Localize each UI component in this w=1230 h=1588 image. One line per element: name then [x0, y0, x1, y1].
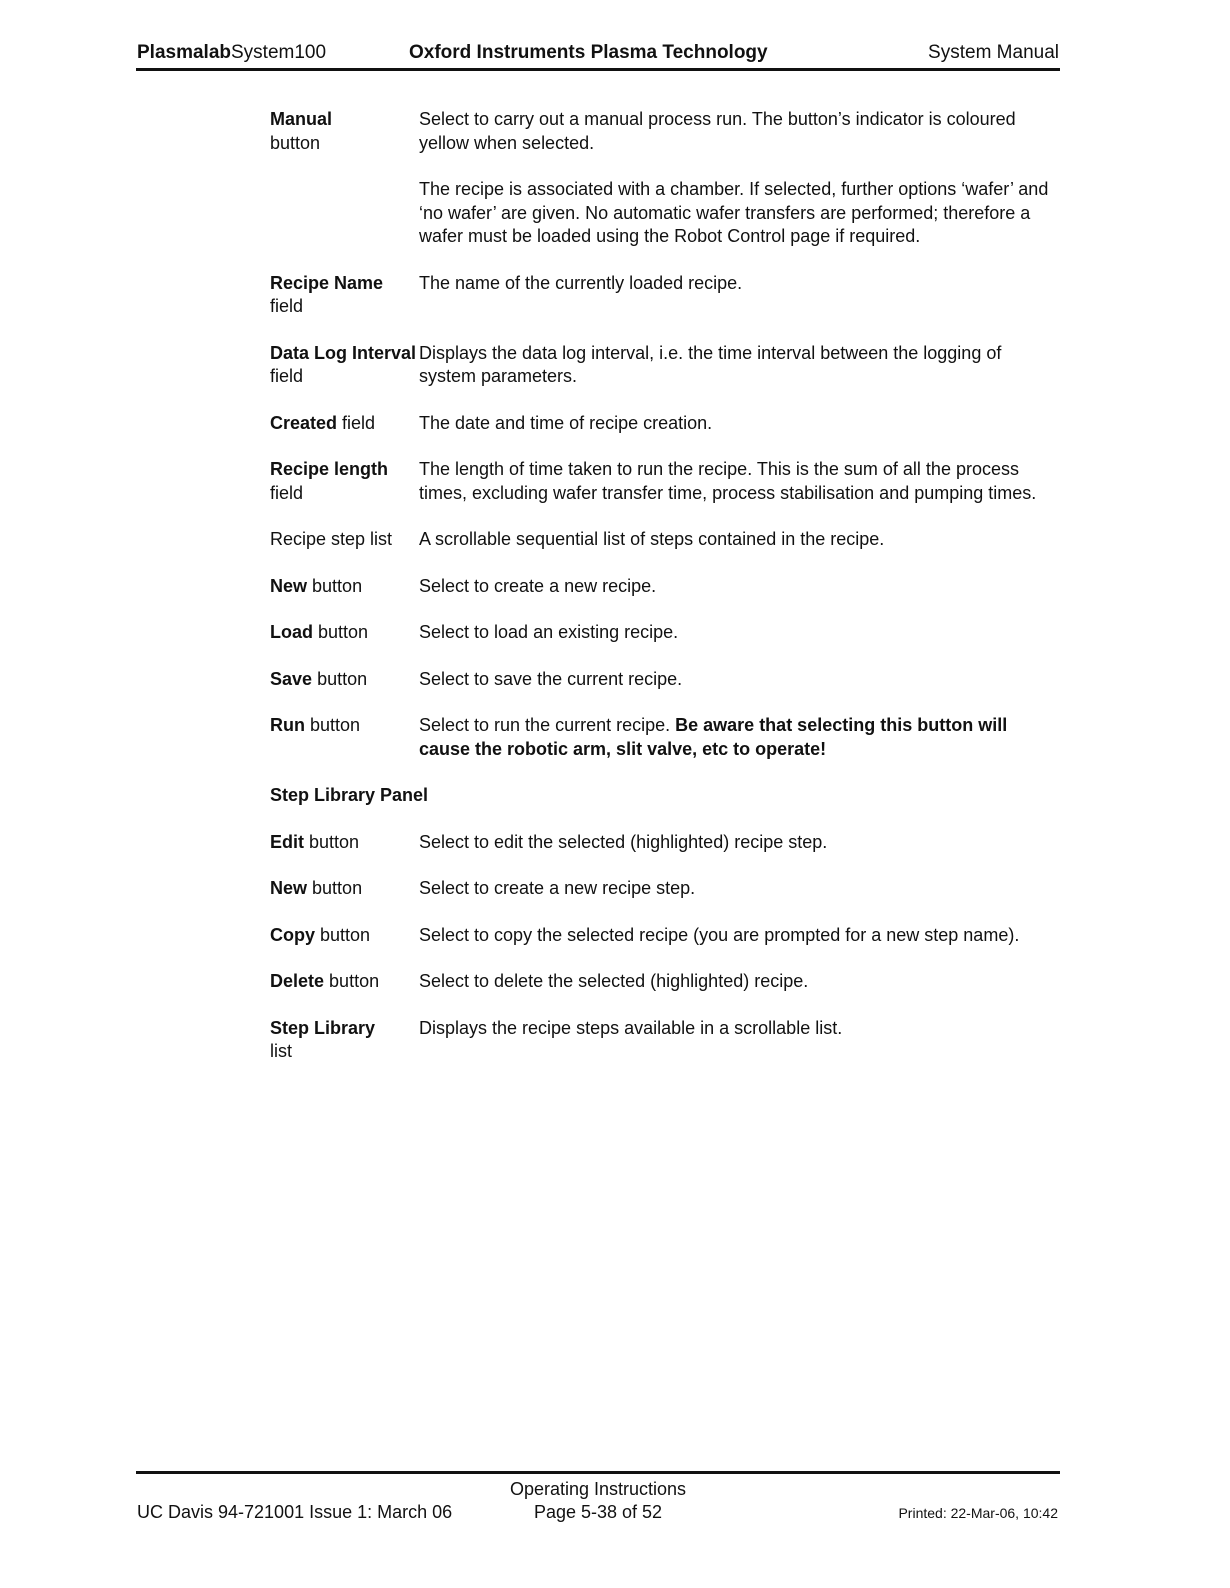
footer-rule	[136, 1471, 1060, 1474]
description-paragraph	[419, 575, 1060, 599]
description	[419, 1017, 1060, 1064]
description-text: The recipe is associated with a chamber. If selected, further options ‘wafer’ and ‘no wafer’ are given. No automatic wafer transfers are performed; therefore a wafer must be loaded using the Robot Control page if required.	[419, 179, 1049, 246]
term-bold: Load	[270, 622, 313, 642]
definition-row	[270, 877, 1060, 901]
term-bold: Created	[270, 412, 338, 433]
definition-row	[270, 458, 1060, 505]
header-rule	[136, 68, 1060, 71]
product-name-bold: Plasmalab	[137, 42, 231, 63]
term-bold: Run	[270, 715, 305, 735]
description	[419, 668, 1060, 692]
term	[270, 1017, 419, 1064]
term	[270, 342, 419, 389]
description	[419, 970, 1060, 994]
term-bold: Edit	[270, 831, 304, 852]
term	[270, 831, 419, 855]
term	[270, 970, 419, 994]
term-rest: field	[342, 412, 376, 433]
description-paragraph	[419, 831, 1060, 855]
description	[419, 621, 1060, 645]
section-title: Step Library Panel	[270, 785, 429, 805]
description-text: Select to create a new recipe step.	[419, 878, 696, 898]
description	[419, 575, 1060, 599]
term-rest: Recipe step list	[270, 529, 393, 549]
description-text: Select to delete the selected (highlighted) recipe.	[419, 971, 809, 991]
step-library-entries	[270, 831, 1060, 1064]
description-text: The name of the currently loaded recipe.	[419, 272, 743, 293]
description	[419, 528, 1060, 552]
term-rest: button	[309, 831, 360, 852]
term-rest: button	[312, 878, 363, 898]
description-paragraph	[419, 342, 1060, 389]
term	[270, 412, 419, 436]
description-text: Select to copy the selected recipe (you are prompted for a new step name).	[419, 924, 1020, 945]
term-rest: button	[270, 132, 321, 153]
definition-row	[270, 621, 1060, 645]
description-text: Select to create a new recipe.	[419, 575, 657, 596]
warning-text: Be aware that selecting this button will cause the robotic arm, slit valve, etc to operate!	[419, 715, 1008, 759]
description-paragraph	[419, 1017, 1060, 1041]
term	[270, 108, 419, 249]
description	[419, 924, 1060, 948]
description-paragraph	[419, 714, 1060, 761]
term-rest: button	[318, 622, 369, 642]
footer-section: Operating Instructions	[509, 1479, 687, 1499]
term-rest: button	[310, 715, 361, 735]
term-rest: list	[270, 1041, 292, 1061]
definition-row	[270, 272, 1060, 319]
description-text: Select to load an existing recipe.	[419, 622, 679, 642]
description-paragraph	[419, 621, 1060, 645]
definition-row	[270, 970, 1060, 994]
description	[419, 412, 1060, 436]
term-bold: New	[270, 878, 308, 898]
term-rest: field	[270, 482, 304, 503]
description	[419, 714, 1060, 761]
product-name	[137, 42, 326, 64]
definition-row	[270, 668, 1060, 692]
term	[270, 621, 419, 645]
description-text: The length of time taken to run the recipe. This is the sum of all the process times, excluding wafer transfer time, process stabilisation and pumping times.	[419, 459, 1037, 503]
description-paragraph	[419, 272, 1060, 296]
product-name-regular: System100	[231, 42, 327, 63]
description-paragraph	[419, 178, 1060, 249]
definition-row	[270, 342, 1060, 389]
description-paragraph	[419, 412, 1060, 436]
term-rest: button	[312, 575, 363, 596]
definition-row	[270, 714, 1060, 761]
description-paragraph	[419, 668, 1060, 692]
description-paragraph	[419, 924, 1060, 948]
recipe-entries	[270, 108, 1060, 761]
term-rest: button	[320, 924, 371, 945]
company-name: Oxford Instruments Plasma Technology	[409, 42, 768, 63]
description	[419, 458, 1060, 505]
description-text: Select to save the current recipe.	[419, 668, 683, 689]
term-bold: Recipe length	[270, 459, 389, 479]
term-bold: Data Log Interval	[270, 342, 417, 363]
definition-row	[270, 575, 1060, 599]
description	[419, 831, 1060, 855]
description-text: The date and time of recipe creation.	[419, 412, 713, 433]
term	[270, 528, 419, 552]
term-bold: Delete	[270, 971, 325, 991]
definition-row	[270, 528, 1060, 552]
term-rest: button	[329, 971, 380, 991]
definition-row	[270, 108, 1060, 249]
term	[270, 272, 419, 319]
footer-page-number: Page 5-38 of 52	[533, 1502, 663, 1522]
document-body	[270, 108, 1060, 1087]
term-bold: Manual	[270, 109, 333, 129]
term	[270, 668, 419, 692]
page-header	[137, 42, 1059, 68]
description	[419, 272, 1060, 319]
description	[419, 108, 1060, 249]
definition-row	[270, 1017, 1060, 1064]
term	[270, 458, 419, 505]
description-paragraph	[419, 970, 1060, 994]
term-rest: field	[270, 366, 304, 386]
document-type: System Manual	[928, 42, 1059, 63]
description-text: A scrollable sequential list of steps contained in the recipe.	[419, 529, 885, 549]
description-text: Select to edit the selected (highlighted) recipe step.	[419, 831, 828, 852]
footer-printed-date: Printed: 22-Mar-06, 10:42	[898, 1505, 1058, 1521]
term-bold: Step Library	[270, 1017, 376, 1038]
description-text: Select to run the current recipe.	[419, 715, 676, 735]
description-paragraph	[419, 108, 1060, 155]
term-bold: Recipe Name	[270, 272, 384, 293]
term	[270, 924, 419, 948]
footer-doc-ref: UC Davis 94-721001 Issue 1: March 06	[137, 1502, 453, 1522]
definition-row	[270, 924, 1060, 948]
term	[270, 877, 419, 901]
description-text: Select to carry out a manual process run. The button’s indicator is coloured yellow when selected.	[419, 109, 1016, 153]
description-text: Displays the data log interval, i.e. the time interval between the logging of system parameters.	[419, 342, 1002, 386]
term-bold: Copy	[270, 924, 315, 945]
definition-row	[270, 412, 1060, 436]
term-rest: button	[317, 668, 368, 689]
description	[419, 342, 1060, 389]
description	[419, 877, 1060, 901]
description-paragraph	[419, 458, 1060, 505]
term-rest: field	[270, 296, 304, 316]
term-bold: New	[270, 575, 308, 596]
definition-row	[270, 831, 1060, 855]
description-text: Displays the recipe steps available in a scrollable list.	[419, 1017, 843, 1038]
term	[270, 575, 419, 599]
term-bold: Save	[270, 668, 313, 689]
term	[270, 714, 419, 761]
description-paragraph	[419, 528, 1060, 552]
description-paragraph	[419, 877, 1060, 901]
